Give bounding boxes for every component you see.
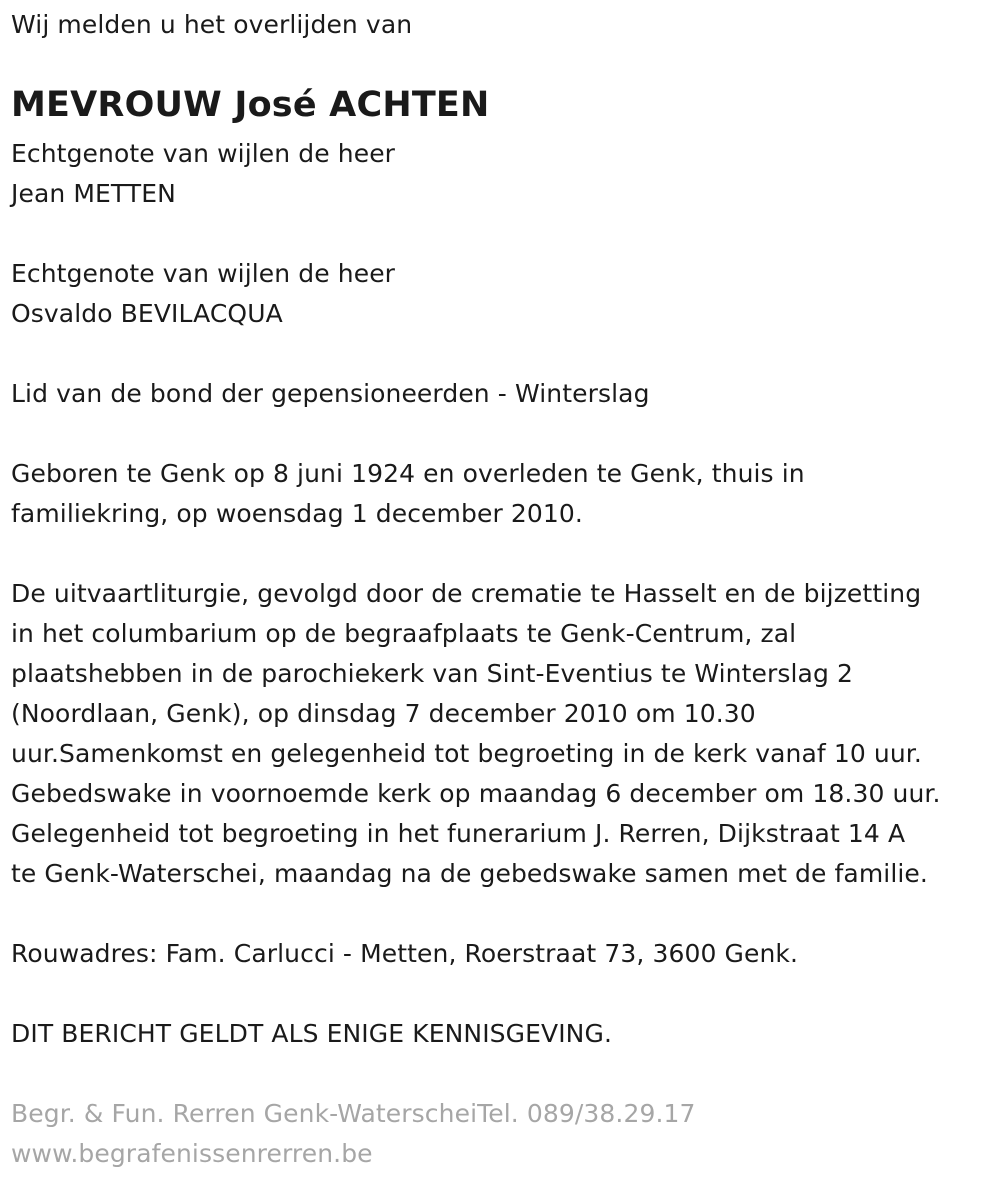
intro-text: Wij melden u het overlijden van: [11, 10, 413, 39]
notice-text: DIT BERICHT GELDT ALS ENIGE KENNISGEVING.: [11, 1019, 612, 1048]
spouse1-label: Echtgenote van wijlen de heer: [11, 139, 396, 168]
funeral-line: in het columbarium op de begraafplaats te Genk-Centrum, zal: [11, 619, 797, 648]
birth-death-line: familiekring, op woensdag 1 december 2010.: [11, 499, 583, 528]
undertaker-website: www.begrafenissenrerren.be: [11, 1139, 373, 1168]
funeral-line: uur.Samenkomst en gelegenheid tot begroeting in de kerk vanaf 10 uur.: [11, 739, 922, 768]
funeral-line: (Noordlaan, Genk), op dinsdag 7 december 2010 om 10.30: [11, 699, 756, 728]
spouse1-name: Jean METTEN: [11, 179, 176, 208]
spouse2-label: Echtgenote van wijlen de heer: [11, 259, 396, 288]
spouse2-name: Osvaldo BEVILACQUA: [11, 299, 283, 328]
birth-death-line: Geboren te Genk op 8 juni 1924 en overleden te Genk, thuis in: [11, 459, 805, 488]
funeral-line: Gelegenheid tot begroeting in het funerarium J. Rerren, Dijkstraat 14 A: [11, 819, 906, 848]
funeral-line: te Genk-Waterschei, maandag na de gebedswake samen met de familie.: [11, 859, 928, 888]
funeral-line: plaatshebben in de parochiekerk van Sint-Eventius te Winterslag 2: [11, 659, 853, 688]
funeral-line: De uitvaartliturgie, gevolgd door de crematie te Hasselt en de bijzetting: [11, 579, 922, 608]
deceased-name: MEVROUW José ACHTEN: [11, 85, 490, 125]
mourning-address: Rouwadres: Fam. Carlucci - Metten, Roerstraat 73, 3600 Genk.: [11, 939, 799, 968]
membership-text: Lid van de bond der gepensioneerden - Winterslag: [11, 379, 650, 408]
funeral-line: Gebedswake in voornoemde kerk op maandag 6 december om 18.30 uur.: [11, 779, 941, 808]
undertaker-info: Begr. & Fun. Rerren Genk-WaterscheiTel. 089/38.29.17: [11, 1099, 696, 1128]
